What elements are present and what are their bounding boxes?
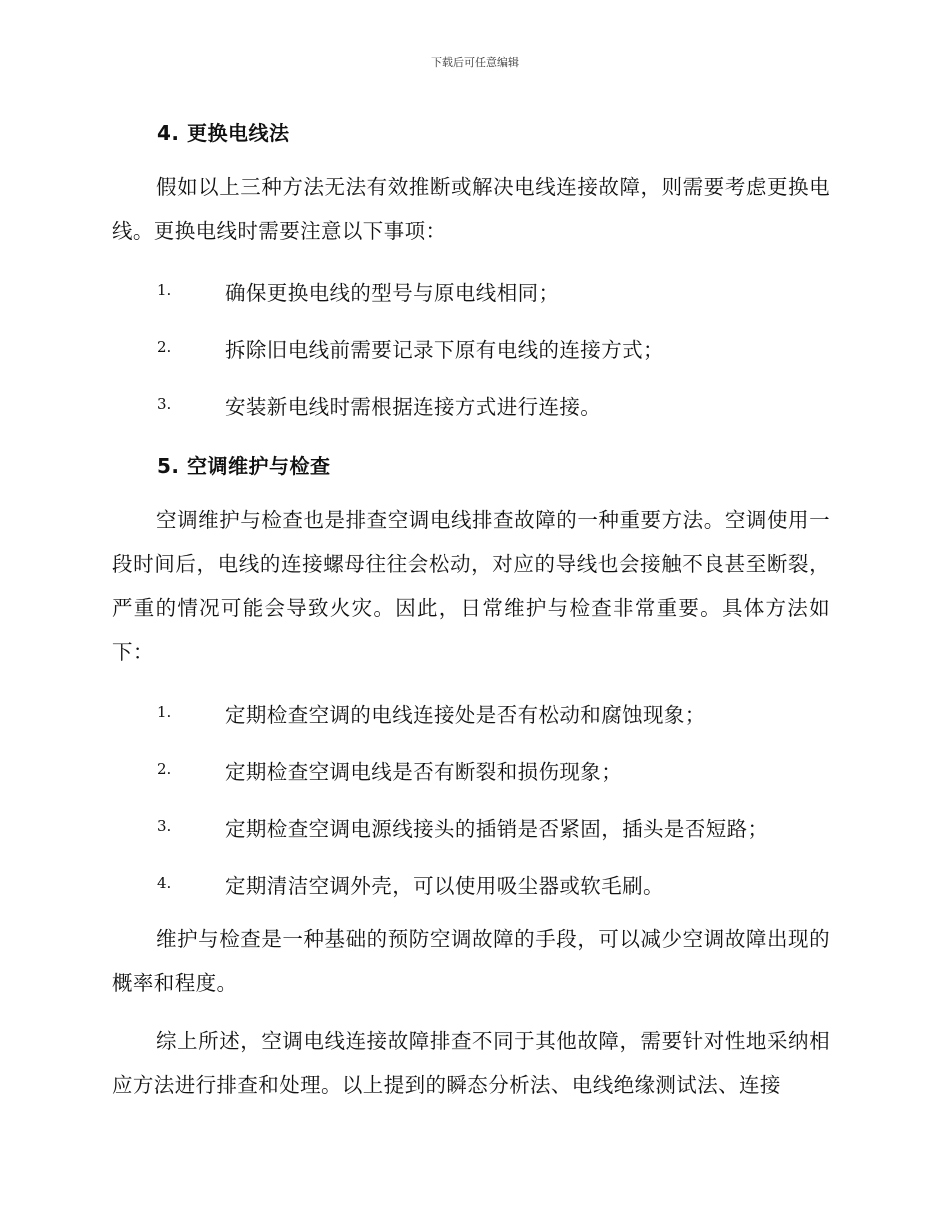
list-item	[112, 700, 830, 730]
section-4-title: 4. 更换电线法	[157, 121, 290, 145]
list-text: 定期检查空调电线是否有断裂和损伤现象；	[225, 760, 623, 784]
list-text: 安装新电线时需根据连接方式进行连接。	[225, 395, 602, 419]
section-5-intro: 空调维护与检查也是排查空调电线排查故障的一种重要方法。空调使用一段时间后，电线的连接螺母往往会松动，对应的导线也会接触不良甚至断裂，严重的情况可能会导致火灾。因此，日常维护与检查非常重要。具体方法如下：	[112, 508, 830, 664]
list-item	[112, 335, 830, 365]
list-text: 定期检查空调电源线接头的插销是否紧固，插头是否短路；	[225, 817, 769, 841]
list-item	[112, 278, 830, 308]
list-number: 4.	[157, 874, 172, 892]
list-number: 2.	[157, 760, 172, 778]
list-text: 定期检查空调的电线连接处是否有松动和腐蚀现象；	[225, 703, 706, 727]
list-number: 3.	[157, 395, 172, 413]
list-number: 2.	[157, 338, 172, 356]
list-text: 确保更换电线的型号与原电线相同；	[225, 281, 560, 305]
list-number: 1.	[157, 281, 172, 299]
section-5-title: 5. 空调维护与检查	[157, 454, 331, 478]
list-item	[112, 871, 830, 901]
list-text: 拆除旧电线前需要记录下原有电线的连接方式；	[225, 338, 664, 362]
section-4-intro: 假如以上三种方法无法有效推断或解决电线连接故障，则需要考虑更换电线。更换电线时需要注意以下事项：	[112, 175, 830, 243]
list-number: 1.	[157, 703, 172, 721]
list-item	[112, 392, 830, 422]
page-header: 下载后可任意编辑	[431, 56, 519, 69]
summary-paragraph: 综上所述，空调电线连接故障排查不同于其他故障，需要针对性地采纳相应方法进行排查和处理。以上提到的瞬态分析法、电线绝缘测试法、连接	[112, 1029, 830, 1097]
list-item	[112, 814, 830, 844]
section-5-closing: 维护与检查是一种基础的预防空调故障的手段，可以减少空调故障出现的概率和程度。	[112, 927, 830, 995]
list-item	[112, 757, 830, 787]
list-number: 3.	[157, 817, 172, 835]
list-text: 定期清洁空调外壳，可以使用吸尘器或软毛刷。	[225, 874, 664, 898]
